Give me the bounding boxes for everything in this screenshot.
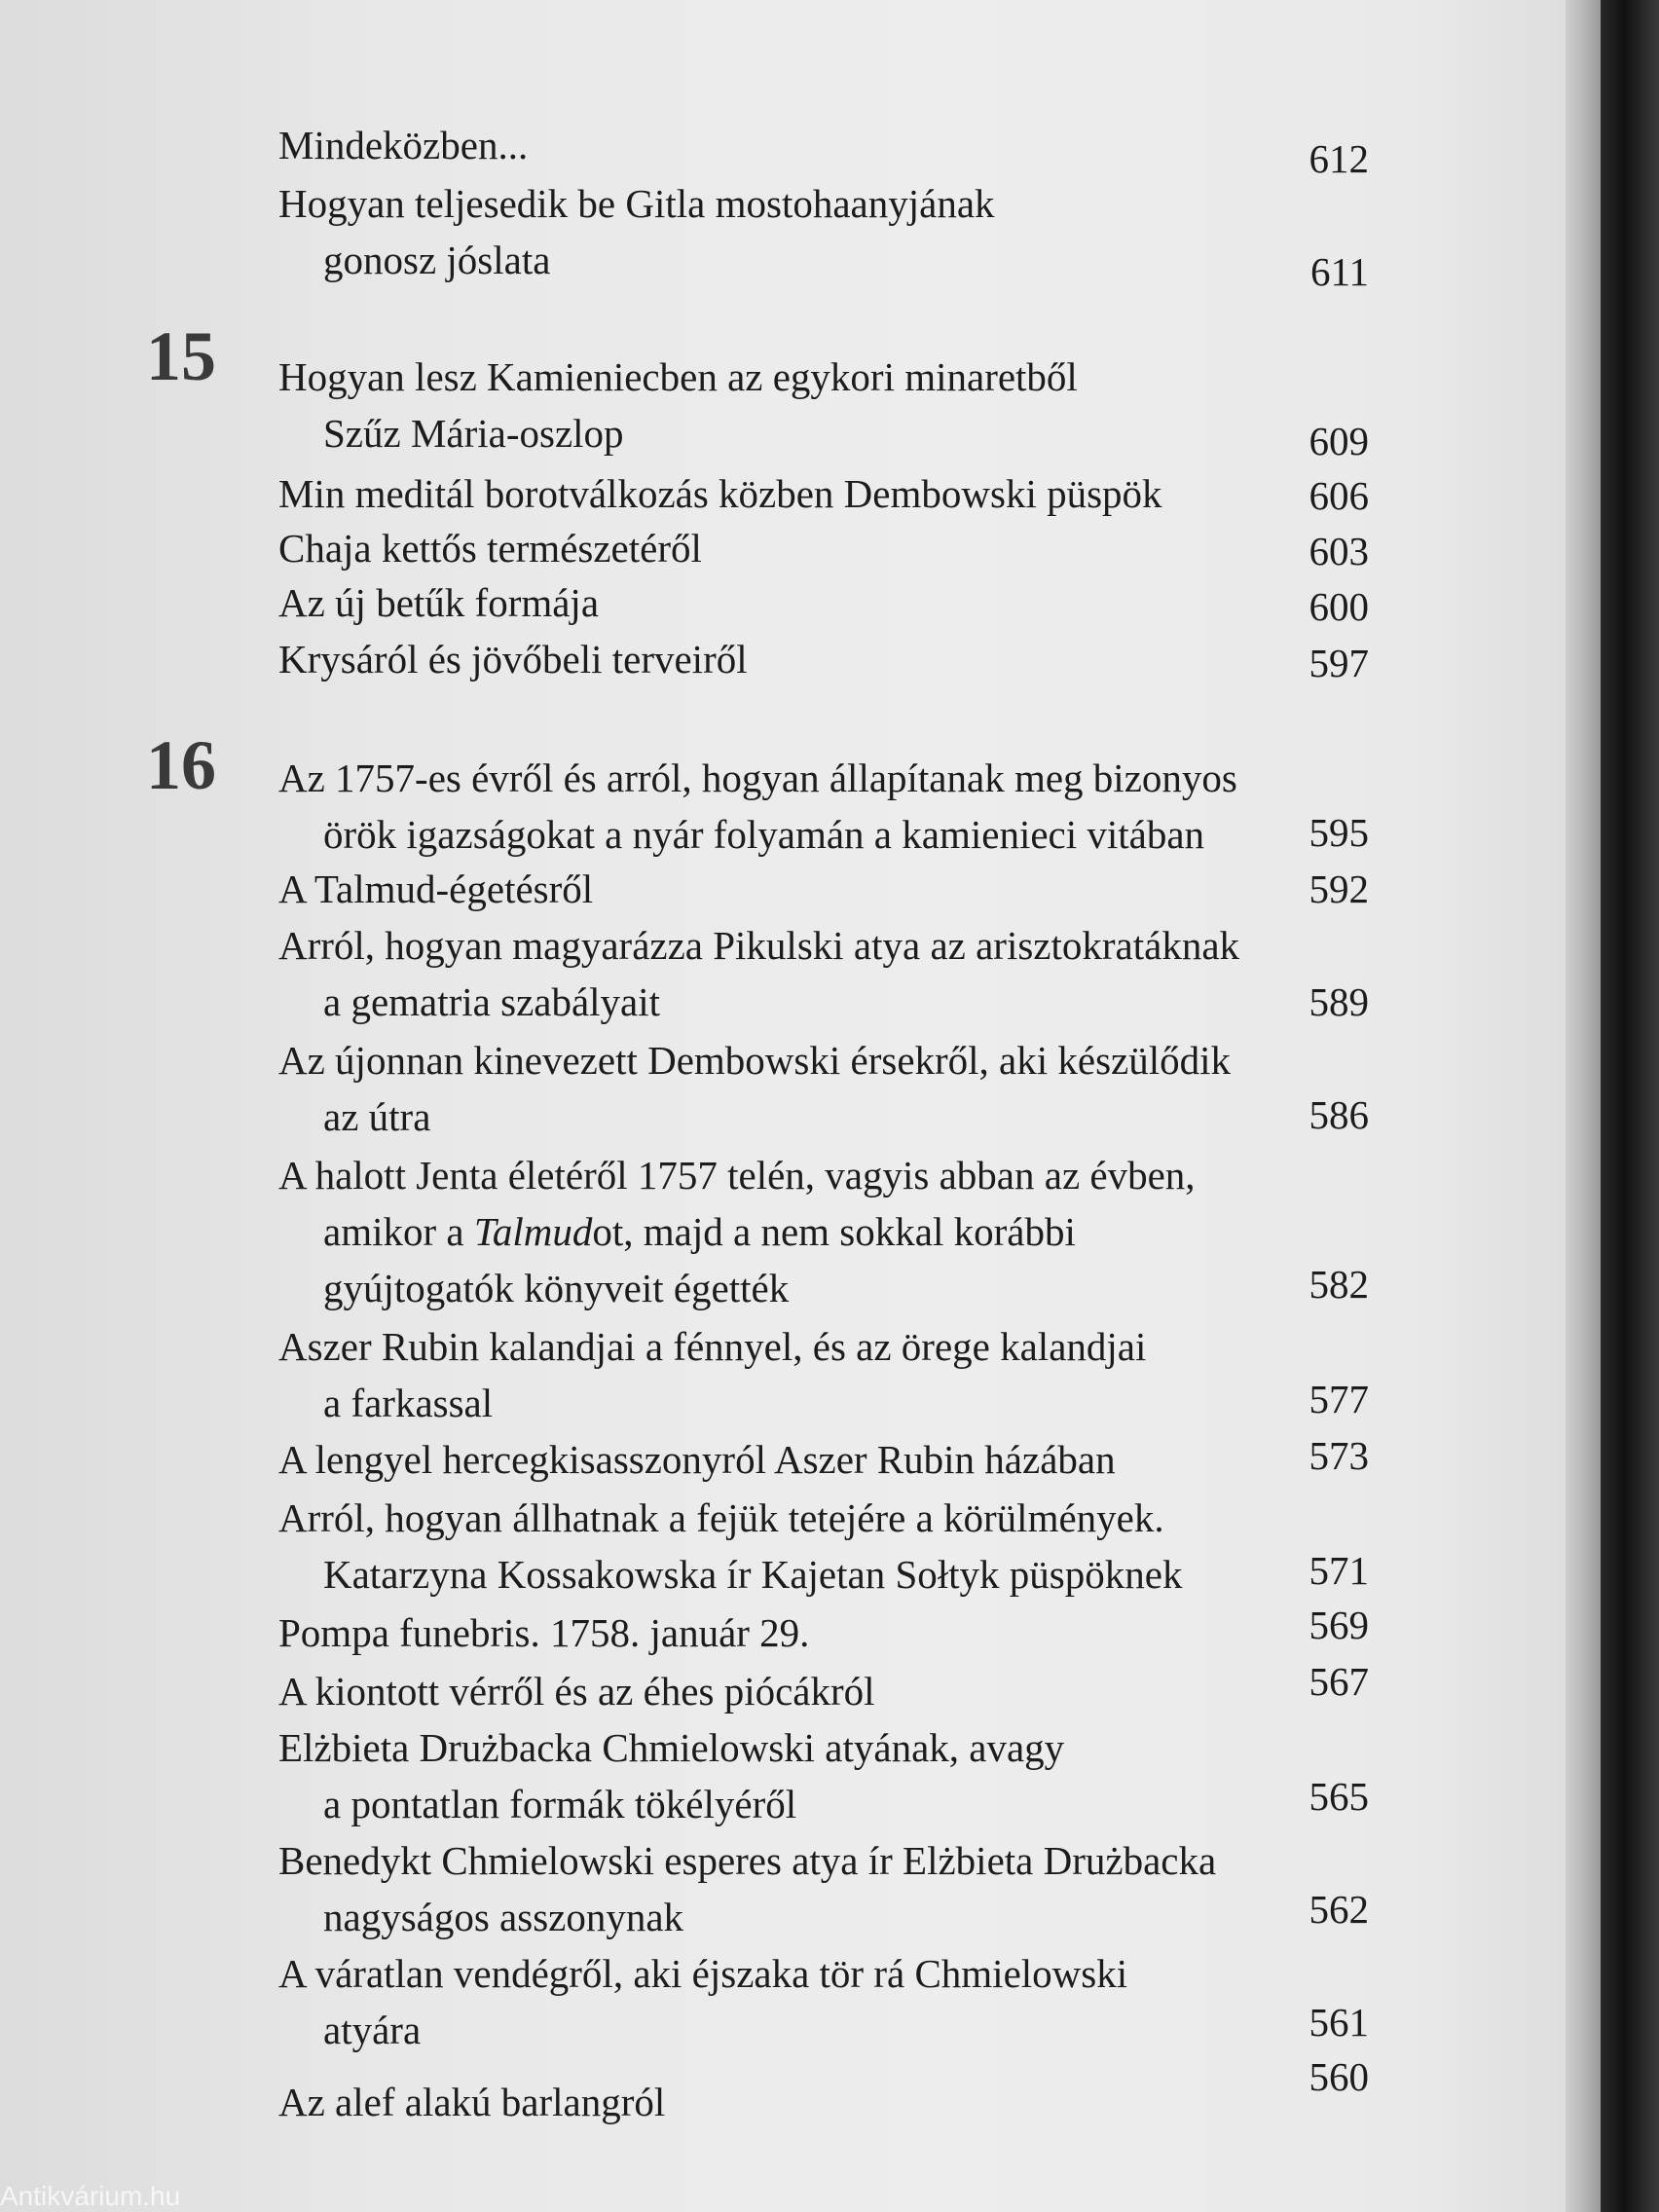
toc-entry-page: 582 <box>1309 1262 1369 1307</box>
toc-entry-title <box>278 1147 1196 1316</box>
toc-entry-title <box>278 1945 1127 2058</box>
toc-entry-line: Az újonnan kinevezett Dembowski érsekről, aki készülődik <box>278 1038 1232 1083</box>
toc-entry-line: Arról, hogyan állhatnak a fejük tetejére a körülmények. <box>278 1495 1164 1540</box>
toc-entry-line: Min meditál borotválkozás közben Dembowski püspök <box>278 471 1162 516</box>
toc-entry-line: Pompa funebris. 1758. január 29. <box>278 1610 810 1655</box>
toc-entry-page: 612 <box>1309 136 1369 181</box>
toc-entry-line: Aszer Rubin kalandjai a fénnyel, és az öregе kalandjai <box>278 1324 1147 1369</box>
toc-entry-line: Hogyan lesz Kamieniecben az egykori minaretből <box>278 354 1078 399</box>
toc-entry-line: Chaja kettős természetéről <box>278 526 702 571</box>
toc-entry-page: 600 <box>1309 584 1369 629</box>
toc-entry-line: Mindeközben... <box>278 123 529 167</box>
toc-entry-title <box>278 1490 1182 1603</box>
toc-entry-title <box>278 1832 1216 1945</box>
toc-entry-line: Katarzyna Kossakowska ír Kajetan Sołtyk püspöknek <box>323 1552 1183 1597</box>
toc-entry-title <box>278 520 702 576</box>
toc-entry-line: a gematria szabályait <box>323 979 661 1024</box>
toc-entry-page: 562 <box>1309 1887 1369 1932</box>
toc-entry-line: a farkassal <box>323 1381 494 1425</box>
toc-entry-line <box>278 1203 1196 1260</box>
chapter-number: 16 <box>146 726 216 804</box>
toc-entry-title <box>278 1663 875 1719</box>
toc-entry-page: 595 <box>1309 810 1369 855</box>
toc-entry-line: gyújtogatók könyveit égették <box>323 1266 790 1310</box>
toc-entry-title <box>278 1719 1064 1832</box>
toc-entry-title <box>278 1431 1116 1488</box>
toc-entry-line: Elżbieta Drużbacka Chmielowski atyának, avagy <box>278 1725 1065 1770</box>
toc-entry-page: 565 <box>1309 1774 1369 1819</box>
toc-entry-line: A Talmud-égetésről <box>278 866 594 911</box>
toc-entry-page: 606 <box>1309 473 1369 518</box>
toc-entry-line: az útra <box>323 1094 431 1139</box>
toc-entry-page: 577 <box>1309 1377 1369 1421</box>
toc-entry-line: Benedykt Chmielowski esperes atya ír Elżbieta Drużbacka <box>278 1838 1217 1883</box>
chapter-number: 15 <box>146 317 216 395</box>
toc-entry-line: atyára <box>323 2008 422 2052</box>
toc-entry-line: Hogyan teljesedik be Gitla mostohaanyjának <box>278 181 995 226</box>
toc-entry-page: 586 <box>1309 1092 1369 1137</box>
toc-entry-line: A halott Jenta életéről 1757 telén, vagyis abban az évben, <box>278 1153 1196 1198</box>
toc-entry-line: Az 1757-es évről és arról, hogyan állapítanak meg bizonyos <box>278 756 1237 800</box>
toc-entry-title <box>278 574 599 631</box>
page-edge <box>1566 0 1601 2212</box>
toc-entry-title <box>278 1032 1231 1145</box>
toc-entry-page: 597 <box>1309 641 1369 685</box>
toc-entry-line: nagyságos asszonynak <box>323 1895 684 1939</box>
toc-entry-page: 592 <box>1309 866 1369 911</box>
toc-entry-line: Krysáról és jövőbeli terveiről <box>278 637 748 682</box>
toc-entry-text: amikor a <box>323 1209 474 1254</box>
toc-entry-title <box>278 465 1162 522</box>
toc-entry-italic: Talmud <box>473 1209 593 1254</box>
toc-entry-page: 603 <box>1309 529 1369 573</box>
toc-entry-page: 567 <box>1309 1659 1369 1704</box>
toc-entry-title <box>278 917 1239 1030</box>
toc-entry-page: 589 <box>1309 979 1369 1024</box>
toc-entry-line: Arról, hogyan magyarázza Pikulski atya az arisztokratáknak <box>278 923 1240 968</box>
toc-entry-line: Szűz Mária-oszlop <box>323 411 624 456</box>
toc-entry-line: örök igazságokat a nyár folyamán a kamienieci vitában <box>323 812 1205 857</box>
toc-entry-title <box>278 175 995 288</box>
toc-entry-page: 609 <box>1309 419 1369 463</box>
toc-entry-page: 560 <box>1309 2054 1369 2099</box>
toc-entry-line: A kiontott vérről és az éhes piócákról <box>278 1669 875 1714</box>
toc-entry-page: 571 <box>1309 1548 1369 1593</box>
toc-entry-title <box>278 750 1237 863</box>
toc-entry-title <box>278 349 1078 461</box>
toc-entry-title <box>278 2074 665 2130</box>
book-cover-edge <box>1601 0 1659 2212</box>
toc-entry-line: Az új betűk formája <box>278 580 600 625</box>
watermark: Antikvárium.hu <box>0 2181 181 2211</box>
toc-entry-text: ot, majd a nem sokkal korábbi <box>592 1209 1076 1254</box>
toc-entry-page: 611 <box>1310 249 1369 294</box>
toc-entry-title <box>278 861 593 917</box>
toc-entry-title <box>278 631 748 687</box>
toc-entry-line: a pontatlan formák tökélyéről <box>323 1782 797 1826</box>
toc-entry-title <box>278 117 528 173</box>
toc-entry-title <box>278 1318 1146 1431</box>
toc-entry-page: 569 <box>1309 1603 1369 1647</box>
toc-entry-line: A lengyel hercegkisasszonyról Aszer Rubin házában <box>278 1437 1116 1482</box>
toc-entry-line: Az alef alakú barlangról <box>278 2080 666 2124</box>
toc-entry-line: gonosz jóslata <box>323 238 551 282</box>
toc-entry-title <box>278 1604 809 1661</box>
toc-entry-page: 561 <box>1309 2000 1369 2045</box>
toc-entry-page: 573 <box>1309 1433 1369 1478</box>
toc-entry-line: A váratlan vendégről, aki éjszaka tör rá Chmielowski <box>278 1951 1128 1996</box>
